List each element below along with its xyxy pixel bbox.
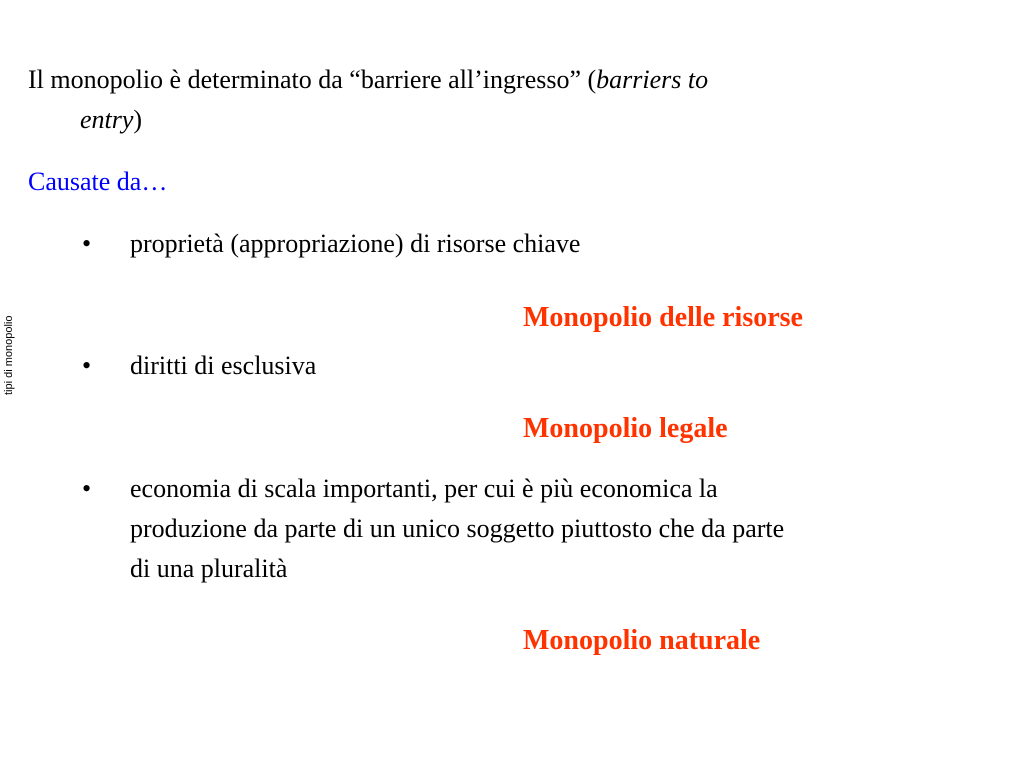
bullet-text-scala-line-1: economia di scala importanti, per cui è più economica la — [130, 474, 718, 503]
intro-text: Il monopolio è determinato da “barriere all’ingresso” ( — [28, 65, 597, 94]
side-label: tipi di monopolio — [3, 315, 15, 395]
bullet-marker: • — [82, 474, 92, 503]
result-monopolio-naturale: Monopolio naturale — [523, 625, 761, 656]
intro-line-2 — [80, 101, 142, 139]
causate-heading: Causate da… — [28, 167, 168, 196]
result-monopolio-risorse: Monopolio delle risorse — [523, 302, 803, 333]
bullet-text-scala-line-2: produzione da parte di un unico soggetto piuttosto che da parte — [130, 514, 785, 543]
bullet-text-scala-line-3: di una pluralità — [130, 554, 288, 583]
bullet-marker: • — [82, 229, 92, 258]
result-monopolio-legale: Monopolio legale — [523, 413, 728, 444]
intro-closing-paren: ) — [133, 105, 143, 134]
intro-line-1 — [28, 61, 708, 99]
intro-italic-term: barriers to — [596, 65, 709, 94]
bullet-marker: • — [82, 351, 92, 380]
intro-italic-term-cont: entry — [80, 105, 134, 134]
bullet-text-risorse: proprietà (appropriazione) di risorse chiave — [130, 229, 581, 258]
bullet-text-esclusiva: diritti di esclusiva — [130, 351, 317, 380]
